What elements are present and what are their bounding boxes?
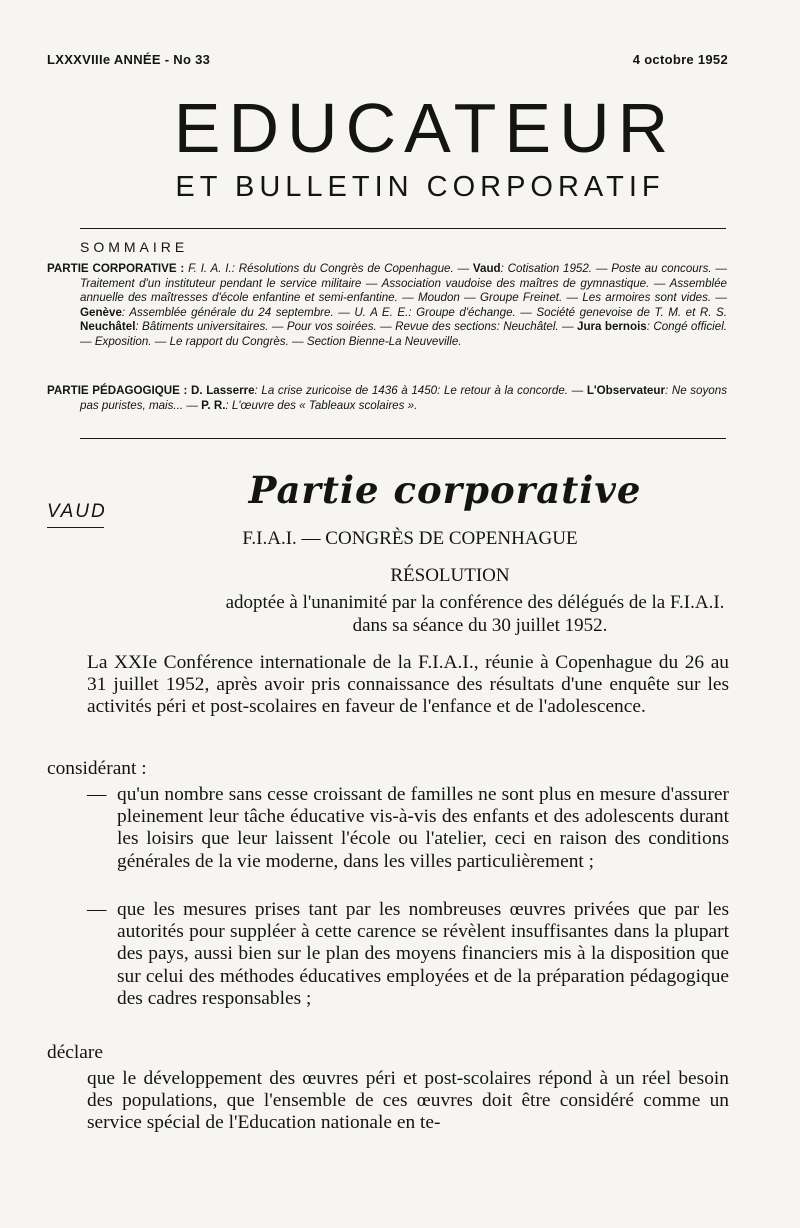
summary-pedagogique (47, 384, 727, 413)
summary-text: : Bâtiments universitaires. — Pour vos soirées. — Revue des sections: Neuchâtel. — (135, 320, 577, 334)
summary-entity: Vaud (472, 262, 501, 275)
issue-number: LXXXVIIIe ANNÉE - No 33 (47, 52, 211, 67)
summary-text: : Assemblée générale du 24 septembre. — U. A E. E.: Groupe d'échange. — Société genevoise de T. M. et R. S. (121, 305, 727, 319)
dash-marker: — (87, 899, 107, 920)
summary-corporative (47, 262, 727, 350)
summary-text: : L'œuvre des « Tableaux scolaires ». (225, 398, 418, 412)
divider-bottom (80, 438, 726, 439)
intro-paragraph: La XXIe Conférence internationale de la F.I.A.I., réunie à Copenhague du 26 au 31 juillet 1952, après avoir pris connaissance des résultats d'une enquête sur les activités péri et post-scolaires en faveur de l'enfance et de l'adolescence. (87, 652, 729, 718)
considerant-label: considérant : (47, 758, 147, 779)
summary-label: PARTIE PÉDAGOGIQUE : (47, 384, 188, 397)
sommaire-title: SOMMAIRE (80, 239, 189, 255)
summary-entity: Neuchâtel (80, 320, 136, 334)
summary-entity: D. Lasserre (190, 384, 255, 397)
dash-marker: — (87, 784, 107, 805)
summary-entity: P. R. (201, 398, 226, 412)
summary-label: PARTIE CORPORATIVE : (47, 262, 185, 275)
list-item-text: que les mesures prises tant par les nombreuses œuvres privées que par les autorités pour suppléer à cette carence se révèlent insuffisantes dans la plupart des pays, aussi bien sur le plan des moyens financiers mis à la disposition que sur celui des méthodes éducatives employées et de la préparation pédagogique des cadres responsables ; (117, 899, 729, 1009)
issue-date: 4 octobre 1952 (632, 52, 728, 67)
list-item-text: qu'un nombre sans cesse croissant de familles ne sont plus en mesure d'assurer pleinement leur tâche éducative vis-à-vis des enfants et des adolescents durant les loisirs que leur laissent l'école ou l'atelier, ceci en raison des conditions générales de la vie moderne, dans les villes particulièrement ; (117, 784, 729, 872)
summary-text: : Cotisation 1952. — Poste au concours. — Traitement d'un instituteur pendant le service militaire — Association vaudoise des maîtres de gymnastique. — Assemblée annuelle des maîtresses d'école enfantine et semi-enfantine. — Moudon — Groupe Freinet. — Les armoires sont vides. — (80, 262, 728, 305)
list-item (87, 899, 729, 1010)
summary-entity: Jura bernois (577, 320, 647, 334)
summary-text: : La crise zuricoise de 1436 à 1450: Le retour à la concorde. — (254, 384, 587, 397)
final-paragraph: que le développement des œuvres péri et post-scolaires répond à un réel besoin des populations, que l'ensemble de ces œuvres doit être considéré comme un service spécial de l'Education nationale en te- (87, 1068, 729, 1134)
masthead-title: EDUCATEUR (173, 89, 677, 167)
article-subheading: RÉSOLUTION (390, 565, 510, 586)
adopted-line-2: dans sa séance du 30 juillet 1952. (352, 615, 608, 636)
list-item (87, 784, 729, 873)
declare-label: déclare (47, 1042, 103, 1063)
adopted-line-1: adoptée à l'unanimité par la conférence des délégués de la F.I.A.I. (225, 592, 725, 613)
region-label: VAUD (47, 501, 107, 522)
section-title: Partie corporative (248, 468, 642, 512)
masthead-subtitle: ET BULLETIN CORPORATIF (175, 171, 665, 203)
summary-entity: L'Observateur (586, 384, 665, 397)
summary-entity: Genève (80, 305, 122, 319)
summary-text: F. I. A. I.: Résolutions du Congrès de Copenhague. — (188, 262, 473, 275)
summary-text: : Ne soyons pas puristes, mais... — (80, 384, 727, 412)
summary-text: : Congé officiel. — Exposition. — Le rapport du Congrès. — Section Bienne-La Neuveville. (80, 320, 727, 348)
article-heading: F.I.A.I. — CONGRÈS DE COPENHAGUE (242, 528, 578, 549)
divider-top (80, 228, 726, 229)
